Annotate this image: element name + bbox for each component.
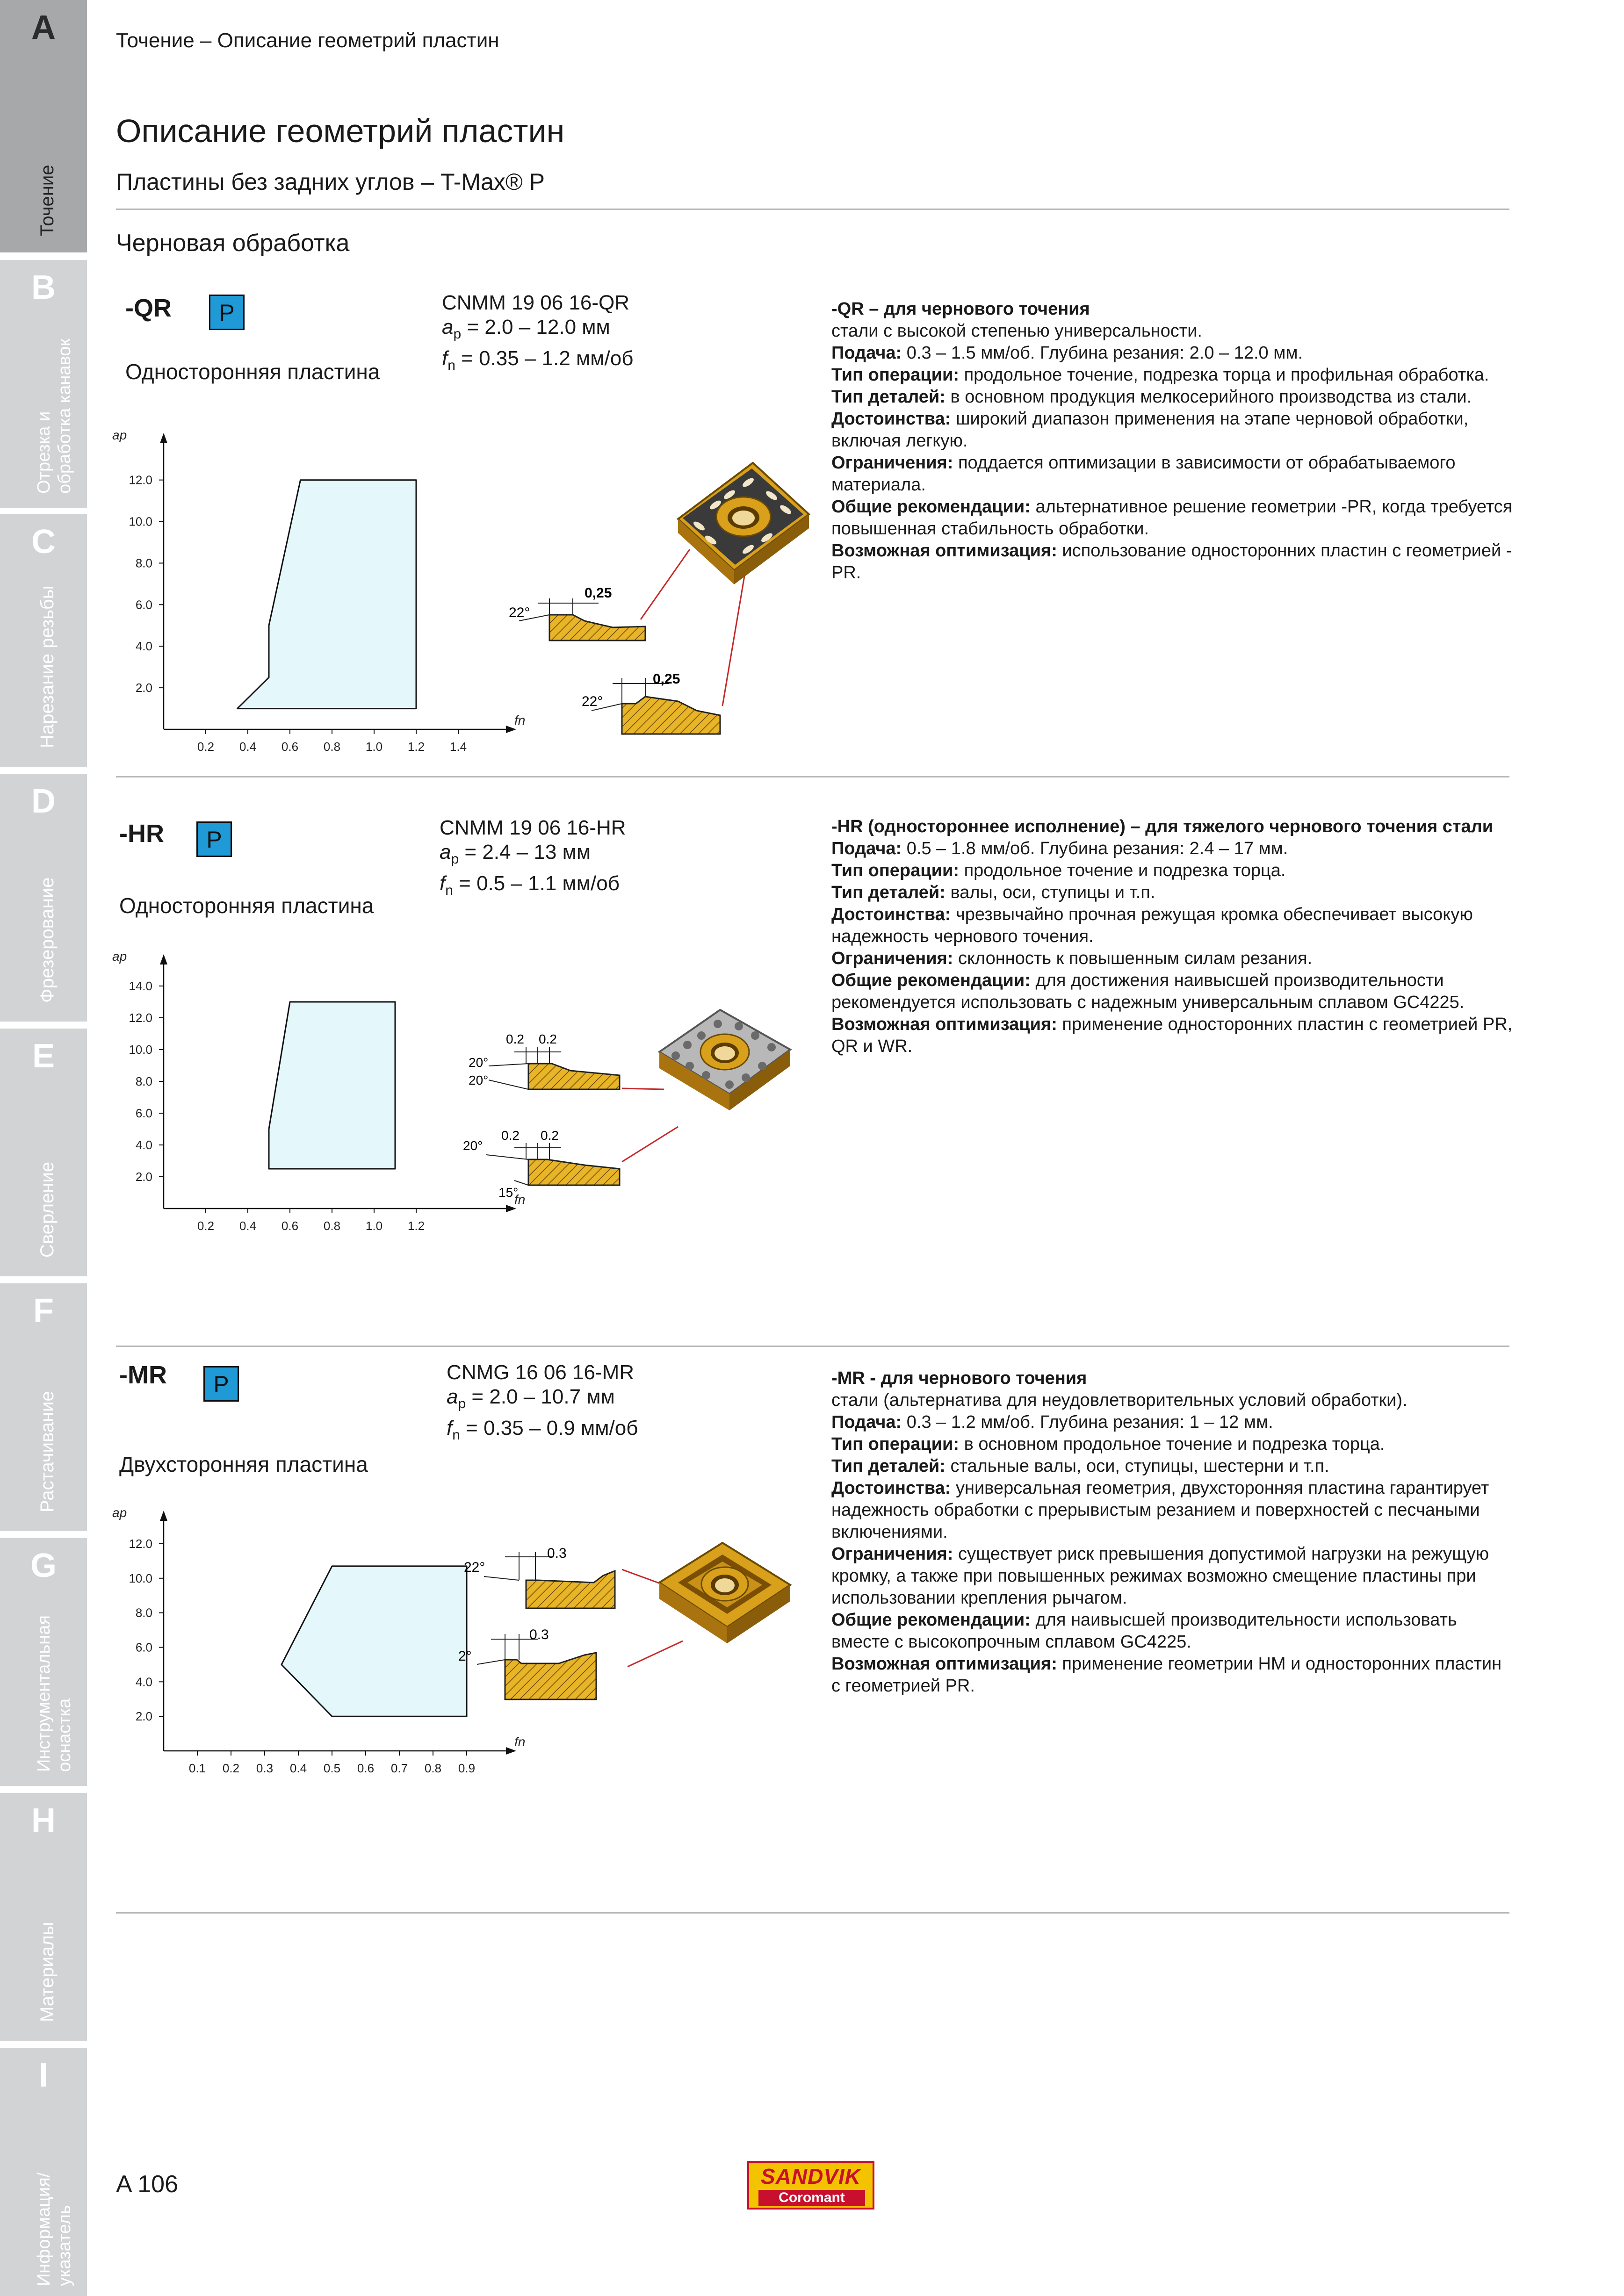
y-tick-label: 2.0 xyxy=(135,1170,152,1184)
desc-part xyxy=(831,1455,1514,1477)
y-axis-arrow xyxy=(160,1511,167,1521)
desc-opt-text: применение геометрии HM и односторонних пластин с геометрией PR. xyxy=(831,1654,1502,1696)
spec-ap: $a_p = 2.0 - 10.7$ мм xyxy=(447,1385,615,1411)
desc-op xyxy=(831,860,1514,882)
desc-part-text: стальные валы, оси, ступицы, шестерни и т.п. xyxy=(950,1456,1329,1476)
desc-title: -HR (одностороннее исполнение) – для тяжелого чернового точения стали xyxy=(831,817,1494,836)
insert-spec xyxy=(440,816,626,903)
x-tick-label: 0.2 xyxy=(222,1761,240,1775)
x-tick-label: 0.9 xyxy=(458,1761,476,1775)
profile-top-angle: 22° xyxy=(464,1560,485,1575)
desc-adv xyxy=(831,408,1514,452)
section-heading: Черновая обработка xyxy=(116,230,350,257)
desc-opt-label: Возможная оптимизация: xyxy=(831,1015,1057,1034)
y-tick-label: 4.0 xyxy=(135,1138,152,1152)
x-tick-label: 0.6 xyxy=(281,1219,299,1233)
insert-type: Односторонняя пластина xyxy=(119,893,374,918)
sidebar-tab-label: Материалы xyxy=(37,1922,58,2022)
y-tick-label: 10.0 xyxy=(129,1043,152,1057)
x-tick-label: 0.8 xyxy=(323,1219,341,1233)
spec-name: CNMG 16 06 16-MR xyxy=(447,1361,635,1384)
logo-subtitle: Coromant xyxy=(758,2190,865,2206)
desc-rec-label: Общие рекомендации: xyxy=(831,1610,1031,1630)
desc-feed xyxy=(831,838,1514,860)
insert-code: -QR xyxy=(125,294,172,322)
desc-feed-label: Подача: xyxy=(831,343,902,363)
y-tick-label: 8.0 xyxy=(135,556,152,570)
desc-part-label: Тип деталей: xyxy=(831,1456,946,1476)
sidebar-tab-i[interactable] xyxy=(0,2048,87,2296)
profile-top-angle: 22° xyxy=(509,605,530,620)
sidebar-tab-label: Информация/ указатель xyxy=(34,2172,74,2286)
sidebar-tab-letter: I xyxy=(38,2057,48,2094)
desc-lim-text: склонность к повышенным силам резания. xyxy=(958,949,1313,968)
x-axis-label: fn xyxy=(514,713,526,727)
y-tick-label: 2.0 xyxy=(135,1709,152,1724)
desc-part-text: валы, оси, ступицы и т.п. xyxy=(950,883,1155,902)
desc-rec-text: альтернативное решение геометрии -PR, когда требуется повышенная стабильность обработки. xyxy=(831,497,1513,539)
desc-adv-label: Достоинства: xyxy=(831,1478,951,1498)
desc-op xyxy=(831,364,1514,386)
profile-top-angle1: 20° xyxy=(469,1055,489,1070)
x-tick-label: 1.4 xyxy=(449,740,467,754)
x-tick-label: 0.1 xyxy=(188,1761,206,1775)
x-tick-label: 0.8 xyxy=(323,740,341,754)
divider xyxy=(116,209,1509,210)
sidebar-tab-label: Отрезка и обработка канавок xyxy=(34,338,74,494)
spec-ap-value: = 2.0 – 10.7 мм xyxy=(471,1385,615,1408)
insert-type: Двухсторонняя пластина xyxy=(119,1452,368,1476)
desc-opt xyxy=(831,540,1514,584)
desc-feed-text: 0.3 – 1.2 мм/об. Глубина резания: 1 – 12 мм. xyxy=(906,1412,1273,1432)
profile-bottom-dim1: 0.2 xyxy=(501,1128,520,1143)
x-tick-label: 1.2 xyxy=(407,1219,425,1233)
y-tick-label: 12.0 xyxy=(129,473,152,487)
x-tick-label: 0.6 xyxy=(357,1761,375,1775)
spec-name: CNMM 19 06 16-HR xyxy=(440,816,626,839)
desc-part-text: в основном продукция мелкосерийного производства из стали. xyxy=(950,387,1472,407)
y-tick-label: 6.0 xyxy=(135,597,152,612)
desc-lim xyxy=(831,948,1514,970)
spec-ap: $a_p = 2.0 - 12.0$ мм xyxy=(442,316,610,342)
x-axis-label: fn xyxy=(514,1192,526,1207)
insert-image-qr xyxy=(613,444,856,743)
x-tick-label: 0.2 xyxy=(197,740,215,754)
desc-adv-text: широкий диапазон применения на этапе черновой обработки, включая легкую. xyxy=(831,409,1469,451)
desc-op xyxy=(831,1433,1514,1455)
desc-part-label: Тип деталей: xyxy=(831,883,946,902)
x-tick-label: 0.7 xyxy=(390,1761,408,1775)
x-tick-label: 0.5 xyxy=(323,1761,341,1775)
profile-bottom-dim2: 0.2 xyxy=(541,1128,559,1143)
spec-fn: $f_n = 0.35 - 1.2$ мм/об xyxy=(442,346,634,373)
sandvik-coromant-logo xyxy=(747,2161,874,2210)
insert-description xyxy=(831,1368,1514,1697)
y-tick-label: 2.0 xyxy=(135,681,152,695)
desc-op-text: в основном продольное точение и подрезка торца. xyxy=(964,1434,1385,1454)
desc-opt-label: Возможная оптимизация: xyxy=(831,1654,1057,1674)
x-tick-label: 0.4 xyxy=(239,1219,257,1233)
sidebar-tab-b[interactable] xyxy=(0,260,87,508)
profile-bottom-angle: 2° xyxy=(458,1648,472,1664)
x-tick-label: 1.0 xyxy=(365,740,383,754)
spec-fn-value: = 0.35 – 0.9 мм/об xyxy=(466,1416,638,1439)
profile-top-dim: 0.3 xyxy=(547,1546,567,1561)
iso-p-badge: P xyxy=(209,295,245,330)
desc-lim xyxy=(831,452,1514,496)
sidebar-tab-a[interactable] xyxy=(0,0,87,252)
insert-code: -MR xyxy=(119,1361,167,1389)
profile-top-dim1: 0.2 xyxy=(506,1032,524,1046)
y-tick-label: 6.0 xyxy=(135,1106,152,1120)
spec-fn: $f_n = 0.35 - 0.9$ мм/об xyxy=(447,1416,638,1443)
desc-title: -QR – для чернового точения xyxy=(831,299,1090,319)
sidebar-tab-letter: E xyxy=(32,1037,55,1075)
profile-bottom-angle1: 20° xyxy=(463,1138,483,1153)
insert-description xyxy=(831,816,1514,1058)
desc-adv-text: чрезвычайно прочная режущая кромка обеспечивает высокую надежность чернового точения. xyxy=(831,905,1473,946)
sidebar-tab-label: Инструментальная оснастка xyxy=(34,1615,74,1772)
insert-spec xyxy=(447,1360,638,1447)
spec-fn-value: = 0.5 – 1.1 мм/об xyxy=(459,871,620,895)
breadcrumb: Точение – Описание геометрий пластин xyxy=(116,29,499,52)
profile-bottom-angle: 22° xyxy=(582,694,603,709)
profile-top-dim2: 0.2 xyxy=(539,1032,557,1046)
x-axis-label: fn xyxy=(514,1735,526,1749)
y-tick-label: 12.0 xyxy=(129,1011,152,1025)
sidebar-tab-c[interactable] xyxy=(0,514,87,767)
desc-intro: стали с высокой степенью универсальности. xyxy=(831,321,1202,341)
y-tick-label: 8.0 xyxy=(135,1605,152,1620)
sidebar-tab-g[interactable] xyxy=(0,1538,87,1786)
desc-part xyxy=(831,386,1514,408)
desc-lim-label: Ограничения: xyxy=(831,949,953,968)
spec-ap-value: = 2.0 – 12.0 мм xyxy=(467,316,610,338)
x-tick-label: 0.8 xyxy=(424,1761,442,1775)
logo-wordmark: SANDVIK xyxy=(760,2164,861,2188)
desc-part-label: Тип деталей: xyxy=(831,387,946,407)
sidebar-tab-d[interactable] xyxy=(0,774,87,1022)
sidebar-tab-f[interactable] xyxy=(0,1283,87,1531)
iso-p-badge: P xyxy=(203,1366,239,1402)
desc-lim-text: существует риск превышения допустимой нагрузки на режущую кромку, а также при повышенных режимах возможно смещение пластины при использовании крепления рычагом. xyxy=(831,1544,1489,1608)
desc-title: -MR - для чернового точения xyxy=(831,1368,1087,1388)
insert-type: Односторонняя пластина xyxy=(125,360,380,384)
y-tick-label: 10.0 xyxy=(129,1571,152,1585)
x-tick-label: 1.2 xyxy=(407,740,425,754)
desc-rec-text: для наивысшей производительности использовать вместе с высокопрочным сплавом GC4225. xyxy=(831,1610,1457,1652)
page-title: Описание геометрий пластин xyxy=(116,113,565,149)
divider xyxy=(116,1346,1509,1347)
desc-opt-text: использование односторонних пластин с геометрией -PR. xyxy=(831,541,1512,583)
desc-adv-label: Достоинства: xyxy=(831,905,951,924)
desc-lim xyxy=(831,1543,1514,1609)
spec-name: CNMM 19 06 16-QR xyxy=(442,291,630,314)
insert-code: -HR xyxy=(119,820,164,848)
y-axis-label: ap xyxy=(112,949,127,964)
profile-bottom-angle2: 15° xyxy=(498,1185,519,1200)
sidebar-tab-letter: A xyxy=(31,9,56,46)
application-chart-qr xyxy=(103,428,526,762)
desc-adv xyxy=(831,904,1514,948)
x-tick-label: 1.0 xyxy=(365,1219,383,1233)
desc-opt xyxy=(831,1014,1514,1058)
insert-image-hr xyxy=(613,1000,828,1169)
desc-rec xyxy=(831,970,1514,1014)
application-area xyxy=(281,1566,467,1716)
sidebar-tab-letter: H xyxy=(31,1802,56,1839)
iso-p-badge: P xyxy=(196,821,232,857)
desc-rec-text: для достижения наивысшей производительности рекомендуется использовать с надежным универсальным сплавом GC4225. xyxy=(831,971,1465,1012)
sidebar-tab-h[interactable] xyxy=(0,1793,87,2041)
desc-op-text: продольное точение, подрезка торца и профильная обработка. xyxy=(964,365,1489,385)
y-tick-label: 4.0 xyxy=(135,639,152,654)
desc-rec-label: Общие рекомендации: xyxy=(831,971,1031,990)
desc-feed-label: Подача: xyxy=(831,1412,902,1432)
application-area xyxy=(269,1002,395,1169)
desc-adv-text: универсальная геометрия, двухсторонняя пластина гарантирует надежность обработки с прерывистым резанием и поверхностей с песчаными включениями. xyxy=(831,1478,1489,1542)
y-axis-label: ap xyxy=(112,1505,127,1520)
y-tick-label: 8.0 xyxy=(135,1074,152,1088)
chart-qr-plot xyxy=(112,428,525,754)
sidebar-tab-letter: G xyxy=(30,1547,57,1584)
desc-rec-label: Общие рекомендации: xyxy=(831,497,1031,517)
sidebar-tab-e[interactable] xyxy=(0,1029,87,1276)
desc-feed xyxy=(831,342,1514,364)
sidebar-tab-letter: B xyxy=(31,269,56,306)
profile-top-angle2: 20° xyxy=(469,1073,489,1087)
desc-op-label: Тип операции: xyxy=(831,365,960,385)
y-tick-label: 4.0 xyxy=(135,1675,152,1689)
y-tick-label: 10.0 xyxy=(129,514,152,529)
sidebar-tab-label: Растачивание xyxy=(37,1391,58,1512)
x-tick-label: 0.6 xyxy=(281,740,299,754)
desc-intro: стали (альтернатива для неудовлетворительных условий обработки). xyxy=(831,1390,1407,1410)
desc-rec xyxy=(831,496,1514,540)
desc-feed-text: 0.5 – 1.8 мм/об. Глубина резания: 2.4 – 17 мм. xyxy=(906,839,1288,858)
desc-adv-label: Достоинства: xyxy=(831,409,951,429)
desc-op-label: Тип операции: xyxy=(831,861,960,880)
desc-lim-label: Ограничения: xyxy=(831,1544,953,1564)
sidebar-tab-label: Фрезерование xyxy=(37,877,58,1003)
insert-spec xyxy=(442,291,633,378)
spec-fn-value: = 0.35 – 1.2 мм/об xyxy=(461,346,634,370)
insert-description xyxy=(831,298,1514,584)
x-tick-label: 0.2 xyxy=(197,1219,215,1233)
desc-feed xyxy=(831,1411,1514,1433)
application-chart-hr xyxy=(103,949,524,1239)
profile-bottom-dim: 0.3 xyxy=(529,1627,549,1642)
y-axis-label: ap xyxy=(112,428,127,442)
y-axis-arrow xyxy=(160,433,167,443)
y-axis-arrow xyxy=(160,954,167,964)
desc-opt-label: Возможная оптимизация: xyxy=(831,541,1057,561)
desc-opt xyxy=(831,1653,1514,1697)
x-tick-label: 0.4 xyxy=(289,1761,307,1775)
sidebar-tab-letter: C xyxy=(31,523,56,561)
profile-bottom-dim: 0,25 xyxy=(653,671,680,687)
x-tick-label: 0.4 xyxy=(239,740,257,754)
divider xyxy=(116,776,1509,777)
sidebar-tab-label: Точение xyxy=(37,165,58,236)
desc-op-text: продольное точение и подрезка торца. xyxy=(964,861,1286,880)
insert-image-mr xyxy=(622,1524,818,1702)
page-number: A 106 xyxy=(116,2171,179,2198)
desc-lim-text: поддается оптимизации в зависимости от обрабатываемого материала. xyxy=(831,453,1456,495)
sidebar-tab-letter: F xyxy=(33,1292,54,1330)
desc-part xyxy=(831,882,1514,904)
desc-feed-text: 0.3 – 1.5 мм/об. Глубина резания: 2.0 – 12.0 мм. xyxy=(906,343,1303,363)
x-tick-label: 0.3 xyxy=(256,1761,274,1775)
spec-fn: $f_n = 0.5 - 1.1$ мм/об xyxy=(440,871,620,898)
y-tick-label: 6.0 xyxy=(135,1640,152,1655)
desc-lim-label: Ограничения: xyxy=(831,453,953,473)
spec-ap-value: = 2.4 – 13 мм xyxy=(464,841,591,864)
profile-top-dim: 0,25 xyxy=(585,585,612,601)
desc-op-label: Тип операции: xyxy=(831,1434,960,1454)
sidebar-tab-label: Нарезание резьбы xyxy=(37,585,58,748)
y-tick-label: 14.0 xyxy=(129,979,152,993)
desc-rec xyxy=(831,1609,1514,1653)
page-subtitle: Пластины без задних углов – T-Max® P xyxy=(116,169,545,195)
application-area xyxy=(238,480,417,709)
desc-feed-label: Подача: xyxy=(831,839,902,858)
divider xyxy=(116,1912,1509,1914)
y-tick-label: 12.0 xyxy=(129,1536,152,1551)
sidebar-tab-label: Сверление xyxy=(37,1161,58,1258)
spec-ap: $a_p = 2.4 - 13$ мм xyxy=(440,841,591,867)
desc-opt-text: применение односторонних пластин с геометрией PR, QR и WR. xyxy=(831,1015,1513,1056)
sidebar-tab-letter: D xyxy=(31,783,56,820)
desc-adv xyxy=(831,1477,1514,1543)
